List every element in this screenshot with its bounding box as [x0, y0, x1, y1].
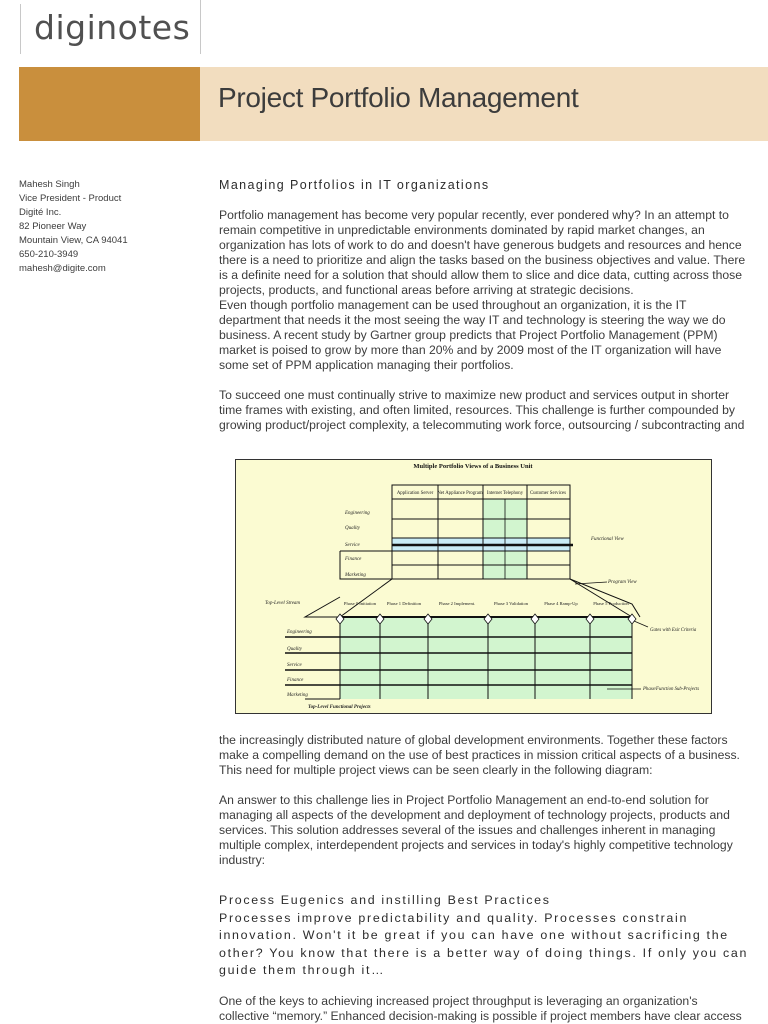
bottom-matrix-fill — [340, 617, 632, 699]
section-heading: Managing Portfolios in IT organizations — [219, 178, 490, 192]
author-city: Mountain View, CA 94041 — [19, 235, 128, 246]
bottom-row-label: Quality — [287, 647, 302, 652]
portfolio-views-diagram — [235, 459, 712, 714]
paragraph-3: To succeed one must continually strive to maximize new product and services output in shorter time frames with existing, and often limited, resources. This challenge is further compounded by growing product/project complexity, a telecommuting work force, outsourcing / subcontracting and — [219, 388, 745, 432]
author-name: Mahesh Singh — [19, 179, 80, 190]
page-title: Project Portfolio Management — [218, 82, 579, 113]
phase-label: Phase 4 Ramp-Up — [544, 601, 578, 606]
top-column-label: Application Server — [396, 491, 434, 496]
phase-label: Phase 3 Validation — [493, 601, 529, 606]
top-row-label: Service — [345, 543, 360, 548]
author-street: 82 Pioneer Way — [19, 221, 87, 232]
program-view-label: Program View — [608, 580, 637, 585]
phase-label: Phase 0 Initiation — [343, 601, 377, 606]
author-role: Vice President - Product — [19, 193, 122, 204]
paragraph-5: An answer to this challenge lies in Project Portfolio Management an end-to-end solution for managing all aspects of the development and deployment of technology projects, products and services. This solution addresses several of the issues and challenges inherent in managing multiple complex, interdependent projects and services in today's highly competitive technology industry: — [219, 793, 733, 867]
subheading-processes: Processes improve predictability and quality. Processes constrain innovation. Won't it be great if you can have one without sacrificing the other? You know that there is a better way of doing things. If only you can guide them through it… — [219, 910, 749, 977]
logo: diginotes — [34, 8, 191, 47]
top-column-label: Internet Telephony — [486, 491, 524, 496]
author-company: Digité Inc. — [19, 207, 62, 218]
bottom-row-label: Service — [287, 663, 302, 668]
diagram-title: Multiple Portfolio Views of a Business Unit — [413, 463, 533, 470]
top-column-label: Net Appliance Program — [437, 491, 483, 496]
author-phone: 650-210-3949 — [19, 249, 79, 260]
paragraph-1: Portfolio management has become very popular recently, ever pondered why? In an attempt to remain competitive in unpredictable environments dominated by rapid market changes, an organization has lots of work to do and doesn't have generous budgets and resources and hence there is a need to prioritize and align the tasks based on the business objectives and value. There is a definite need for a solution that should allow them to slice and dice data, cutting across those projects, products, and functional areas before arriving at strategic decisions. — [219, 208, 746, 297]
bottom-row-label: Marketing — [287, 693, 308, 698]
gates-label: Gates with Exit Criteria — [650, 628, 697, 633]
bottom-row-label: Finance — [287, 678, 304, 683]
paragraph-2: Even though portfolio management can be used throughout an organization, it is the IT department that needs it the most seeing the way IT and technology is steering the way we do business. A recent study by Gartner group predicts that Project Portfolio Management (PPM) market is poised to grow by more than 20% and by 2009 most of the IT organization will have some set of PPM application managing their portfolios. — [219, 298, 726, 372]
bottom-row-label: Engineering — [287, 630, 312, 635]
logo-left-rule — [20, 4, 21, 54]
phase-label: Phase 1 Definition — [386, 601, 422, 606]
sub-projects-label: Phase/Function Sub-Projects — [643, 687, 700, 692]
phase-label: Phase 2 Implement. — [438, 601, 476, 606]
article-part-3 — [219, 892, 751, 1024]
top-level-stream-label: Top-Level Stream — [265, 601, 301, 606]
article-part-1 — [219, 178, 751, 433]
top-column-label: Customer Services — [529, 491, 567, 496]
top-row-label: Quality — [345, 526, 360, 531]
functional-view-label: Functional View — [591, 537, 624, 542]
subheading-process-eugenics: Process Eugenics and instilling Best Practices — [219, 893, 551, 907]
author-email[interactable]: mahesh@digite.com — [19, 263, 106, 274]
logo-divider — [200, 0, 201, 54]
author-block — [19, 178, 128, 276]
banner-accent — [19, 67, 200, 141]
top-row-label: Engineering — [345, 511, 370, 516]
top-row-label: Marketing — [345, 573, 366, 578]
paragraph-4: the increasingly distributed nature of global development environments. Together these factors make a compelling demand on the use of best practices in mission critical aspects of a business. This need for multiple project views can be seen clearly in the following diagram: — [219, 733, 740, 777]
phase-label: Phase 5 Production — [593, 601, 629, 606]
top-column-labels — [397, 491, 566, 496]
functional-projects-label: Top-Level Functional Projects — [308, 705, 371, 710]
paragraph-6: One of the keys to achieving increased project throughput is leveraging an organization's collective “memory.” Enhanced decision-making is possible if project members have clear access — [219, 993, 742, 1023]
top-row-label: Finance — [345, 557, 362, 562]
article-part-2 — [219, 733, 751, 868]
